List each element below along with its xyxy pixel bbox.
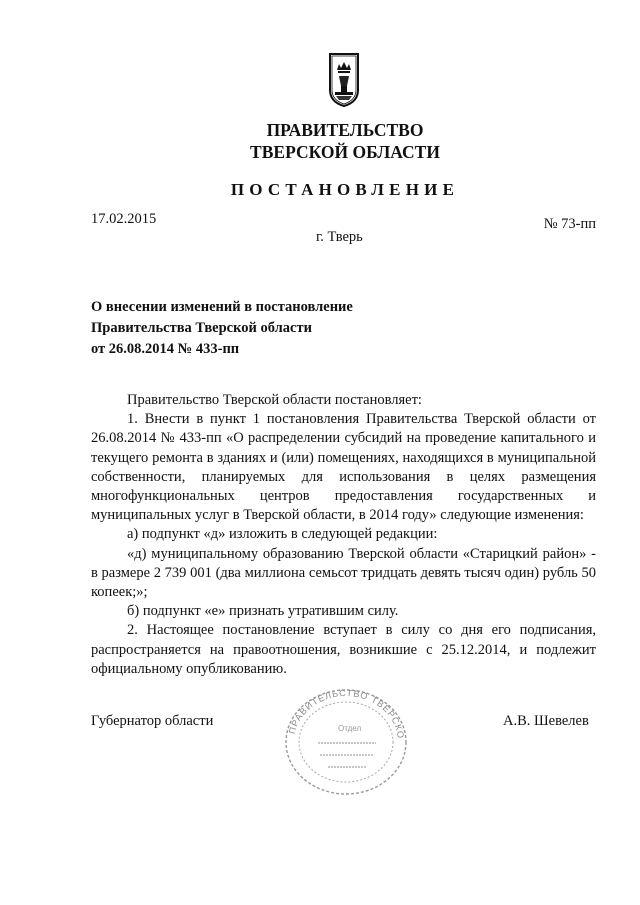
document-body	[91, 391, 596, 679]
body-paragraph: б) подпункт «е» признать утратившим силу.	[127, 603, 399, 620]
body-paragraph: а) подпункт «д» изложить в следующей редакции:	[127, 526, 438, 543]
body-paragraph: 1. Внести в пункт 1 постановления Правительства Тверской области от 26.08.2014 № 433-пп «О распределении субсидий на проведение капитального и текущего ремонта в зданиях и (или) помещениях, находящихся в муниципальной собственности, планируемых для использования в целях размещения многофункциональных центров предоставления государственных и муниципальных услуг в Тверской области, в 2014 году» следующие изменения:	[91, 411, 596, 524]
subject-line: Правительства Тверской области	[91, 320, 312, 336]
tver-coat-of-arms-icon	[327, 50, 361, 108]
body-paragraph: «д) муниципальному образованию Тверской области «Старицкий район» - в размере 2 739 001 (два миллиона семьсот тридцать девять тысяч один) рубль 50 копеек;»;	[91, 545, 596, 601]
body-paragraph: Правительство Тверской области постановляет:	[127, 392, 422, 408]
subject-line: от 26.08.2014 № 433-пп	[91, 341, 240, 357]
document-date: 17.02.2015	[91, 211, 157, 227]
document-subject	[91, 297, 353, 360]
document-number: № 73-пп	[543, 216, 596, 232]
svg-text:Отдел: Отдел	[338, 724, 362, 733]
body-paragraph: 2. Настоящее постановление вступает в силу со дня его подписания, распространяется на правоотношения, возникшие с 25.12.2014, и подлежит официальному опубликованию.	[91, 622, 596, 677]
document-type: ПОСТАНОВЛЕНИЕ	[230, 180, 460, 199]
signer-position: Губернатор области	[91, 713, 214, 729]
org-title-line1: ПРАВИТЕЛЬСТВО	[266, 120, 424, 140]
signer-name: А.В. Шевелев	[503, 713, 589, 729]
svg-text:ПРАВИТЕЛЬСТВО ТВЕРСКОЙ ОБЛАСТИ: ПРАВИТЕЛЬСТВО ТВЕРСКО	[286, 687, 407, 740]
document-city: г. Тверь	[316, 229, 363, 245]
org-title-line2: ТВЕРСКОЙ ОБЛАСТИ	[250, 142, 440, 162]
official-seal-icon	[280, 685, 412, 799]
subject-line: О внесении изменений в постановление	[91, 299, 353, 315]
